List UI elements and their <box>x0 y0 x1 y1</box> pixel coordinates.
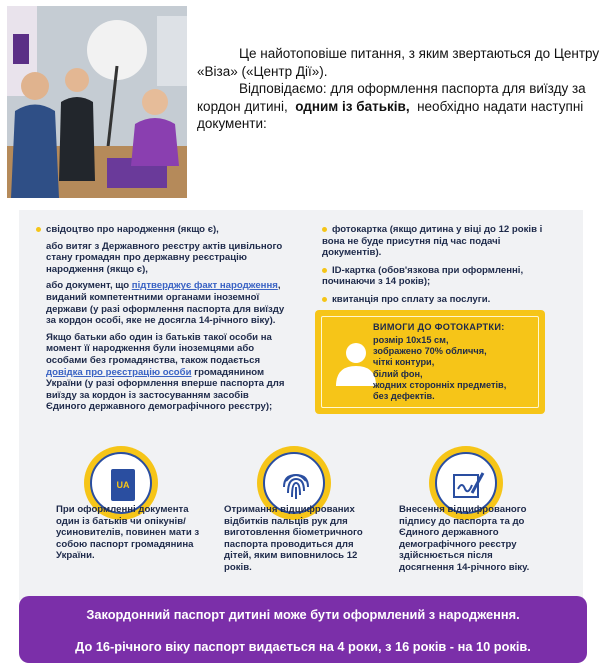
intro-line-3: Відповідаємо: для оформлення паспорта для виїзду за <box>239 81 586 96</box>
bullet-icon <box>322 227 327 232</box>
registration-certificate-link[interactable]: довідка про реєстрацію особи <box>46 366 192 378</box>
left-document-list <box>36 224 288 418</box>
list-item: Якщо батьки або один із батьків такої особи на момент її народження були іноземцями або особами без громадянства, також подається довідка про реєстрацію особи громадянином України (у разі оформлення вперше паспорта для виїзду за кордон із застосуванням засобів Єдиного державного демографічного реєстру); <box>46 331 285 413</box>
info-banner <box>19 596 587 663</box>
requirement-line: чіткі контури, <box>373 357 435 368</box>
photo-requirements-box <box>315 310 545 414</box>
list-item: свідоцтво про народження (якщо є), <box>36 224 288 236</box>
fingerprint-icon <box>278 467 314 503</box>
list-item: квитанція про сплату за послуги. <box>322 294 552 306</box>
list-item: або документ, що підтверджує факт народження, виданий компетентними органами іноземної держави (у разі оформлення паспорта для виїзду за кордон особі, яке не досягла 14-річного віку). <box>46 280 285 327</box>
passport-icon <box>105 467 141 503</box>
fingerprints-note: Отримання відцифрованих відбитків пальців рук для виготовлення біометричного паспорта проводиться для дітей, яким виповнилось 12 років. <box>224 504 363 573</box>
list-item: фотокартка (якщо дитина у віці до 12 років і вона не буде присутня під час подачі документів). <box>322 224 543 259</box>
banner-line-1: Закордонний паспорт дитині може бути оформлений з народження. <box>86 607 520 622</box>
photo-illustration <box>7 6 187 198</box>
parent-passport-note: При оформленні документа один із батьків чи опікунів/ усиновителів, повинен мати з собою паспорт громадянина України. <box>56 504 200 562</box>
intro-text <box>197 45 607 133</box>
requirement-line: жодних сторонніх предметів, <box>373 379 507 390</box>
passport-badge-text: UA <box>116 480 130 490</box>
requirement-line: зображено 70% обличчя, <box>373 346 487 357</box>
intro-line-1: Це найотоповіше питання, з яким звертаються до Центру <box>239 46 600 61</box>
requirement-line: без дефектів. <box>373 391 435 402</box>
bullet-icon <box>322 297 327 302</box>
documents-infographic <box>19 210 583 600</box>
signature-icon <box>450 467 486 503</box>
intro-line-5: документи: <box>197 116 267 131</box>
staff-photo <box>7 6 187 198</box>
bullet-icon <box>36 227 41 232</box>
photo-requirements-title: ВИМОГИ ДО ФОТОКАРТКИ: <box>373 322 505 332</box>
list-item: ID-картка (обов'язкова при оформленні, починаючи з 14 років); <box>322 264 524 288</box>
photo-requirements-list <box>373 335 506 402</box>
requirement-line: розмір 10х15 см, <box>373 335 449 345</box>
birth-fact-link[interactable]: підтверджує факт народження <box>131 280 278 292</box>
right-document-list <box>322 224 552 312</box>
list-item: або витяг з Державного реєстру актів цивільного стану громадян про державну реєстрацію народження (якщо є), <box>46 240 283 275</box>
bullet-icon <box>322 268 327 273</box>
intro-line-2: «Віза» («Центр Дії»). <box>197 63 328 79</box>
signature-note: Внесення відцифрованого підпису до паспорта та до Єдиного державного демографічного реєстру здійснюється після досягнення 14-річного віку. <box>399 504 530 573</box>
intro-line-4: кордон дитині, одним із батьків, необхідно надати наступні <box>197 98 584 114</box>
requirement-line: білий фон, <box>373 368 423 379</box>
banner-line-2: До 16-річного віку паспорт видається на 4 роки, з 16 років - на 10 років. <box>75 639 531 654</box>
intro-bold-parents: одним із батьків, <box>295 98 410 114</box>
